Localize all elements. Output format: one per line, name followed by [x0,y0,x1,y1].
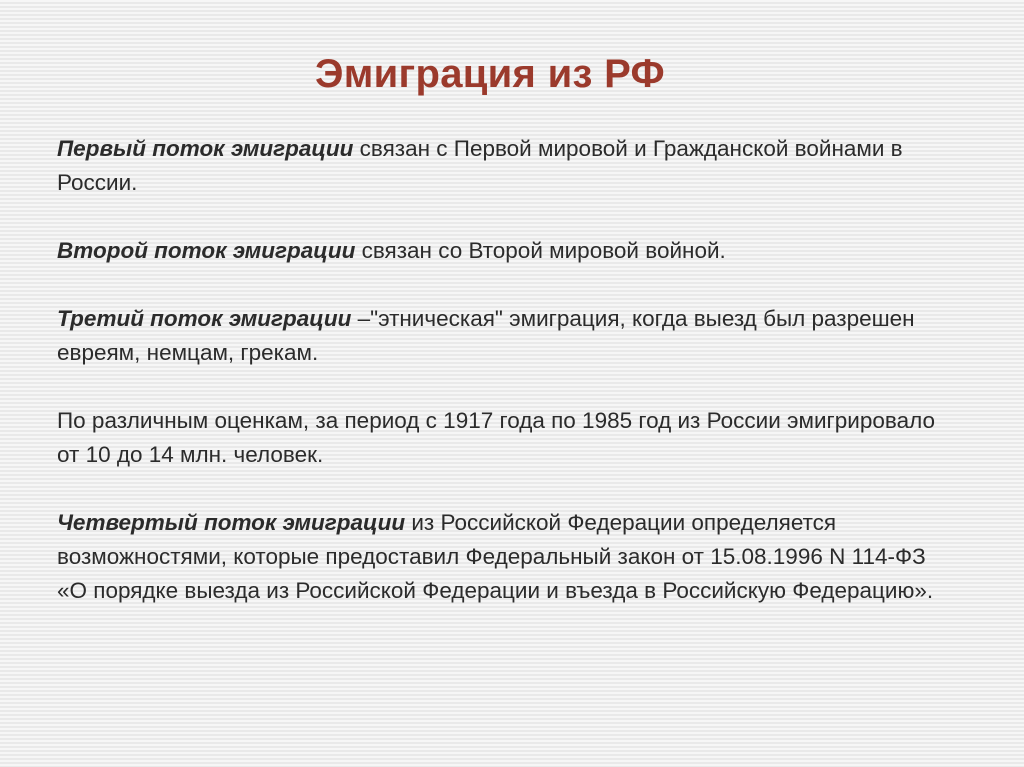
paragraph-text: –"этническая" эмиграция, когда выезд был разрешен евреям, немцам, грекам. [57,306,915,365]
paragraph-emphasis: Третий поток эмиграции [57,306,352,331]
paragraph-text: связан с Первой мировой и Гражданской войнами в России. [57,136,903,195]
paragraph-text: По различным оценкам, за период с 1917 года по 1985 год из России эмигрировало от 10 до 14 млн. человек. [57,408,935,467]
paragraph-second-wave [57,234,937,268]
paragraph-fourth-wave [57,506,937,608]
slide-content [57,132,937,608]
paragraph-text: связан со Второй мировой войной. [355,238,726,263]
paragraph-emphasis: Второй поток эмиграции [57,238,356,263]
slide-title: Эмиграция из РФ [315,52,665,96]
paragraph-emphasis: Первый поток эмиграции [57,136,354,161]
paragraph-emphasis: Четвертый поток эмиграции [57,510,406,535]
paragraph-first-wave [57,132,937,200]
paragraph-estimate [57,404,937,472]
paragraph-text: из Российской Федерации определяется возможностями, которые предоставил Федеральный закон от 15.08.1996 N 114-ФЗ «О порядке выезда из Российской Федерации и въезда в Российскую Федерацию». [57,510,934,603]
paragraph-third-wave [57,302,937,370]
